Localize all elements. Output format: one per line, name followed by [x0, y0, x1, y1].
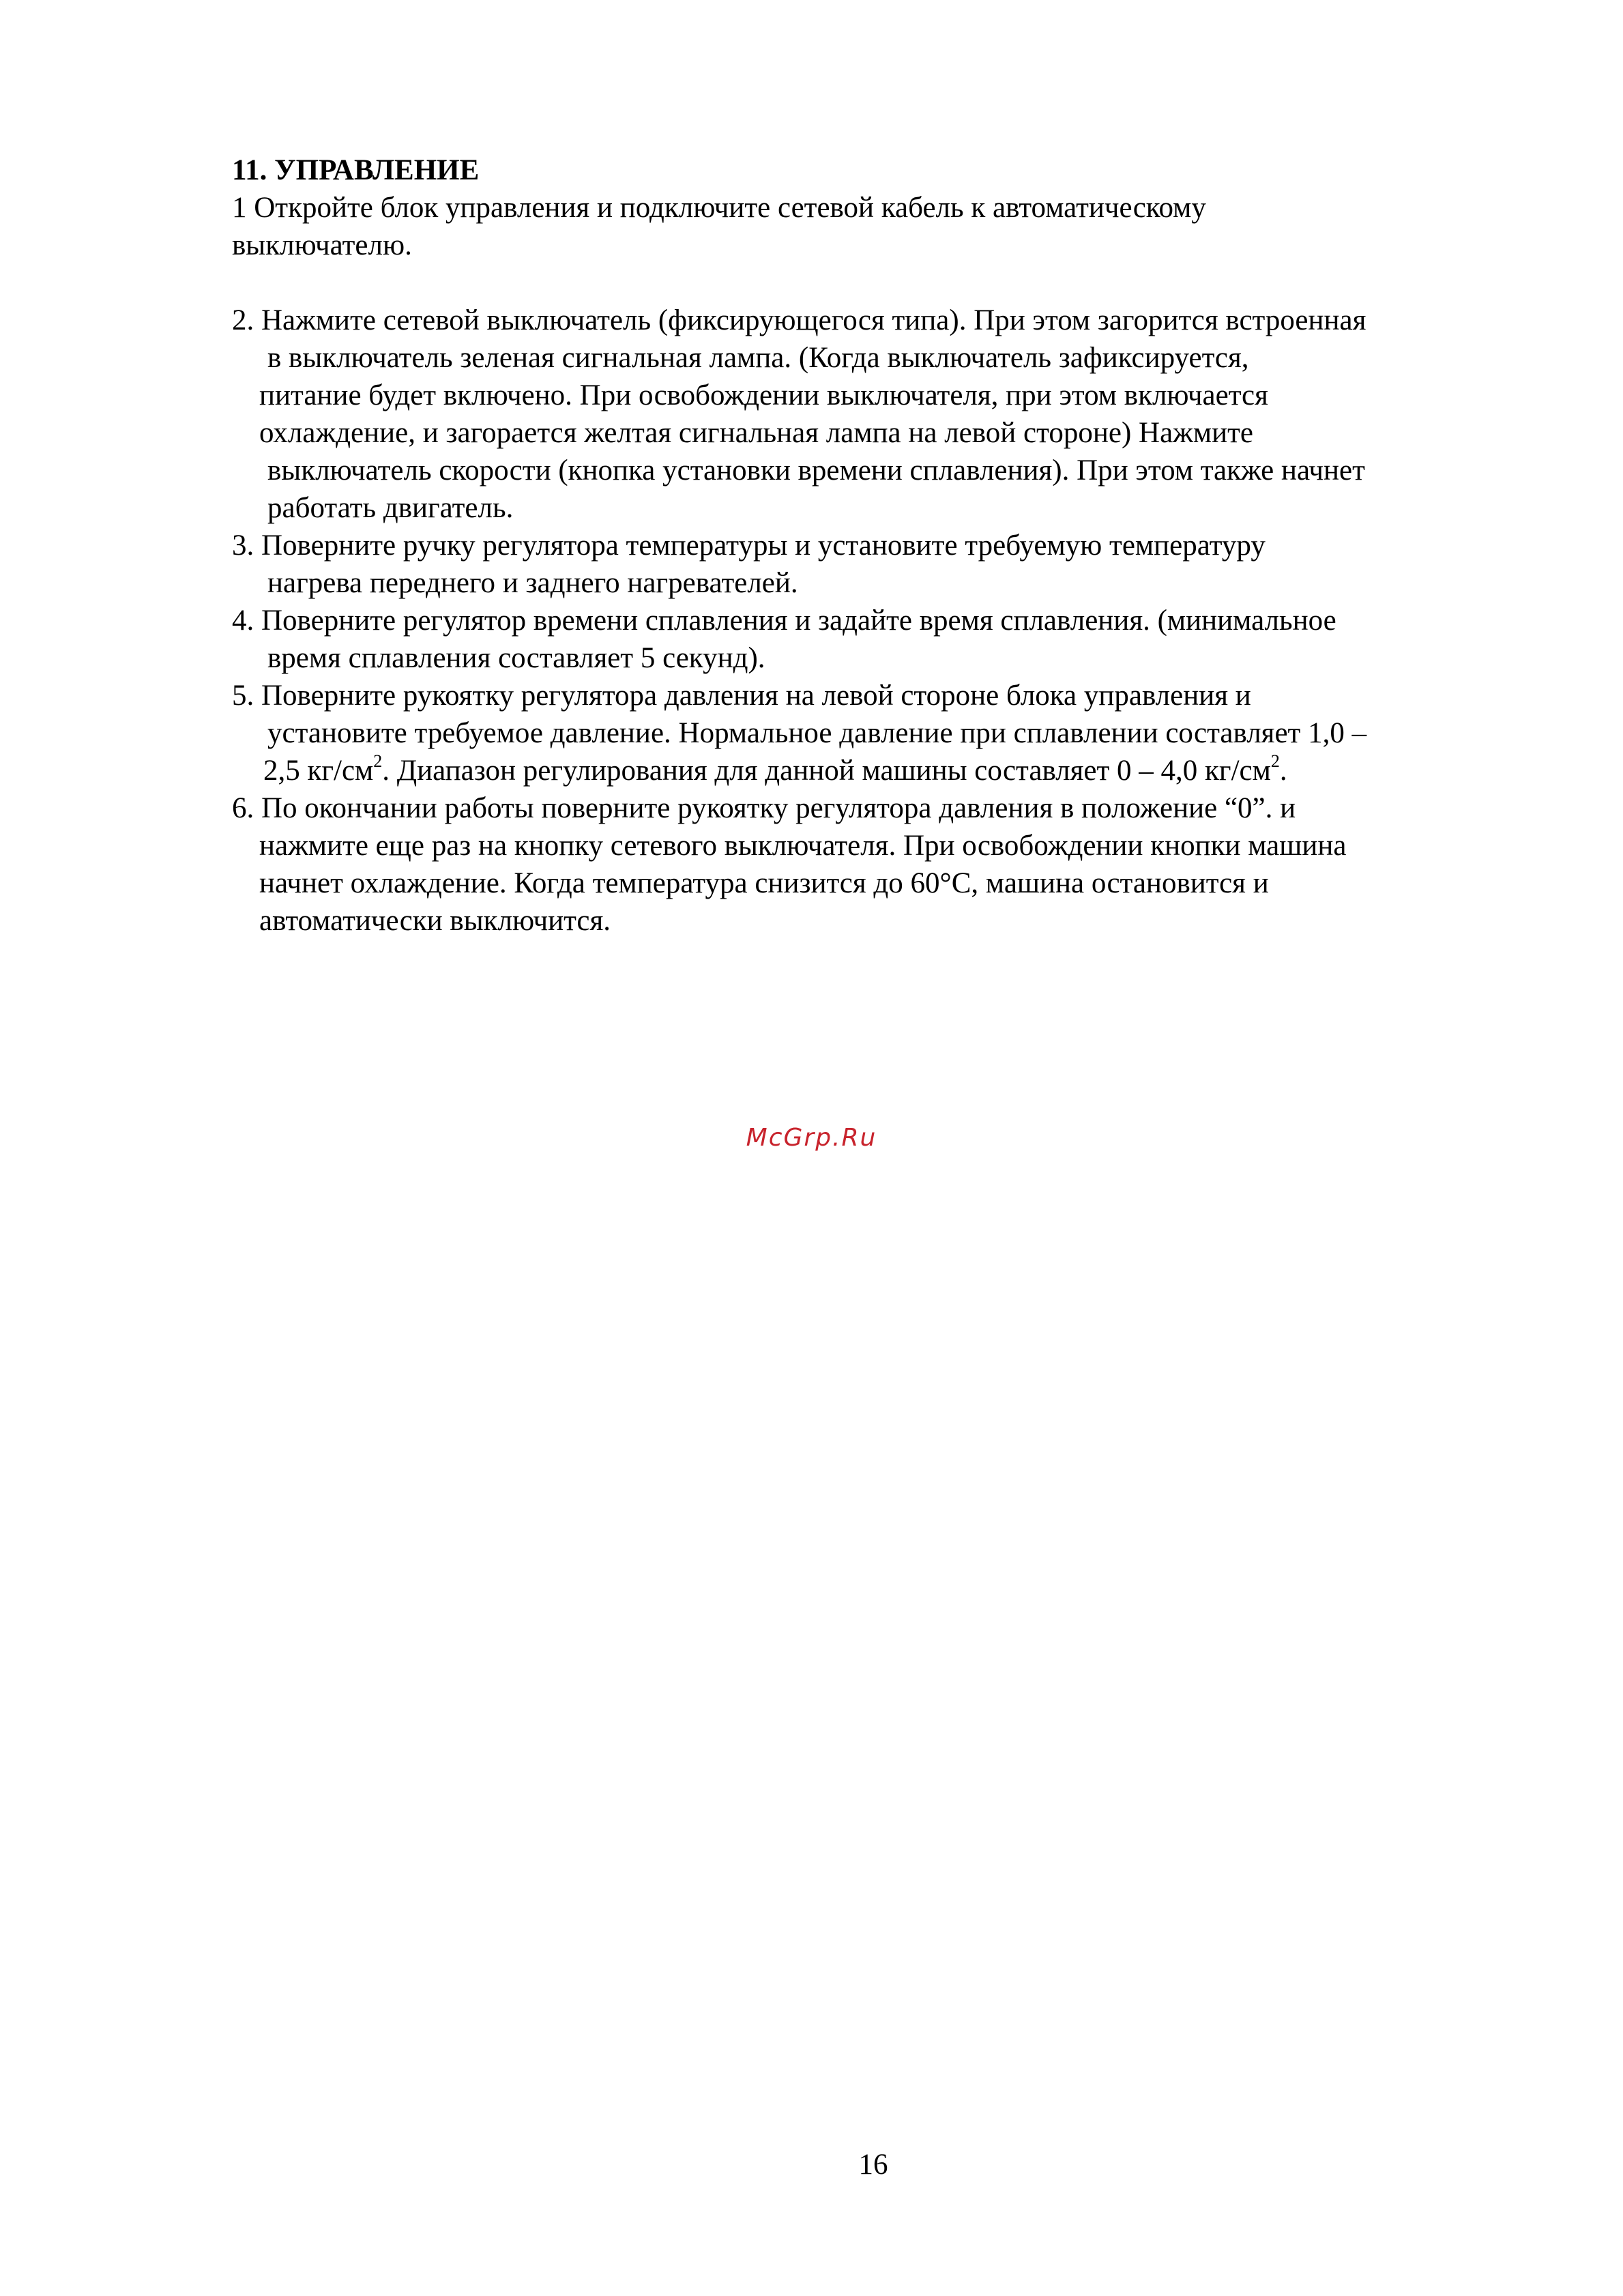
- step-2-line-1: 2. Нажмите сетевой выключатель (фиксирующегося типа). При этом загорится встроенная: [232, 304, 1366, 336]
- step-6-line-2: нажмите еще раз на кнопку сетевого выключателя. При освобождении кнопки машина: [259, 830, 1347, 862]
- step-1: [232, 189, 1528, 264]
- step-6-line-1: 6. По окончании работы поверните рукоятку регулятора давления в положение “0”. и: [232, 792, 1296, 824]
- section-heading: 11. УПРАВЛЕНИЕ: [232, 154, 480, 186]
- step-5-line-2: установите требуемое давление. Нормальное давление при сплавлении составляет 1,0 –: [267, 717, 1367, 749]
- watermark: McGrp.Ru: [746, 1124, 877, 1152]
- page-content: [232, 151, 1528, 940]
- sentence-end: .: [1279, 755, 1287, 787]
- step-3-line-2: нагрева переднего и заднего нагревателей.: [267, 567, 798, 599]
- step-4: [232, 602, 1528, 677]
- step-2-line-2: в выключатель зеленая сигнальная лампа. (Когда выключатель зафиксируется,: [267, 342, 1249, 374]
- step-1-line-1: 1 Откройте блок управления и подключите сетевой кабель к автоматическому: [232, 192, 1206, 224]
- step-4-line-2: время сплавления составляет 5 секунд).: [267, 642, 765, 674]
- step-3: [232, 527, 1528, 602]
- step-2-line-5: выключатель скорости (кнопка установки времени сплавления). При этом также начнет: [267, 454, 1365, 486]
- pressure-range-text: 2,5 кг/см: [263, 755, 374, 787]
- step-2-line-3: питание будет включено. При освобождении выключателя, при этом включается: [259, 379, 1268, 411]
- step-3-line-1: 3. Поверните ручку регулятора температуры и установите требуемую температуру: [232, 529, 1266, 562]
- step-5: [232, 677, 1528, 789]
- regulation-range-text: . Диапазон регулирования для данной машины составляет 0 – 4,0 кг/см: [382, 755, 1271, 787]
- step-2-line-6: работать двигатель.: [267, 492, 514, 524]
- superscript-squared: 2: [1270, 751, 1280, 771]
- step-6: [232, 789, 1528, 940]
- step-5-line-1: 5. Поверните рукоятку регулятора давления на левой стороне блока управления и: [232, 680, 1251, 712]
- paragraph-gap: [232, 264, 1528, 302]
- step-6-line-3: начнет охлаждение. Когда температура снизится до 60°C, машина остановится и: [259, 867, 1269, 899]
- step-2-line-4: охлаждение, и загорается желтая сигнальная лампа на левой стороне) Нажмите: [259, 417, 1253, 449]
- page-number: 16: [858, 2149, 888, 2181]
- step-5-line-3: [232, 752, 1528, 789]
- step-1-line-2: выключателю.: [232, 229, 412, 261]
- superscript-squared: 2: [373, 751, 383, 771]
- step-6-line-4: автоматически выключится.: [259, 905, 611, 937]
- step-2: [232, 302, 1528, 527]
- step-4-line-1: 4. Поверните регулятор времени сплавления и задайте время сплавления. (минимальное: [232, 605, 1336, 637]
